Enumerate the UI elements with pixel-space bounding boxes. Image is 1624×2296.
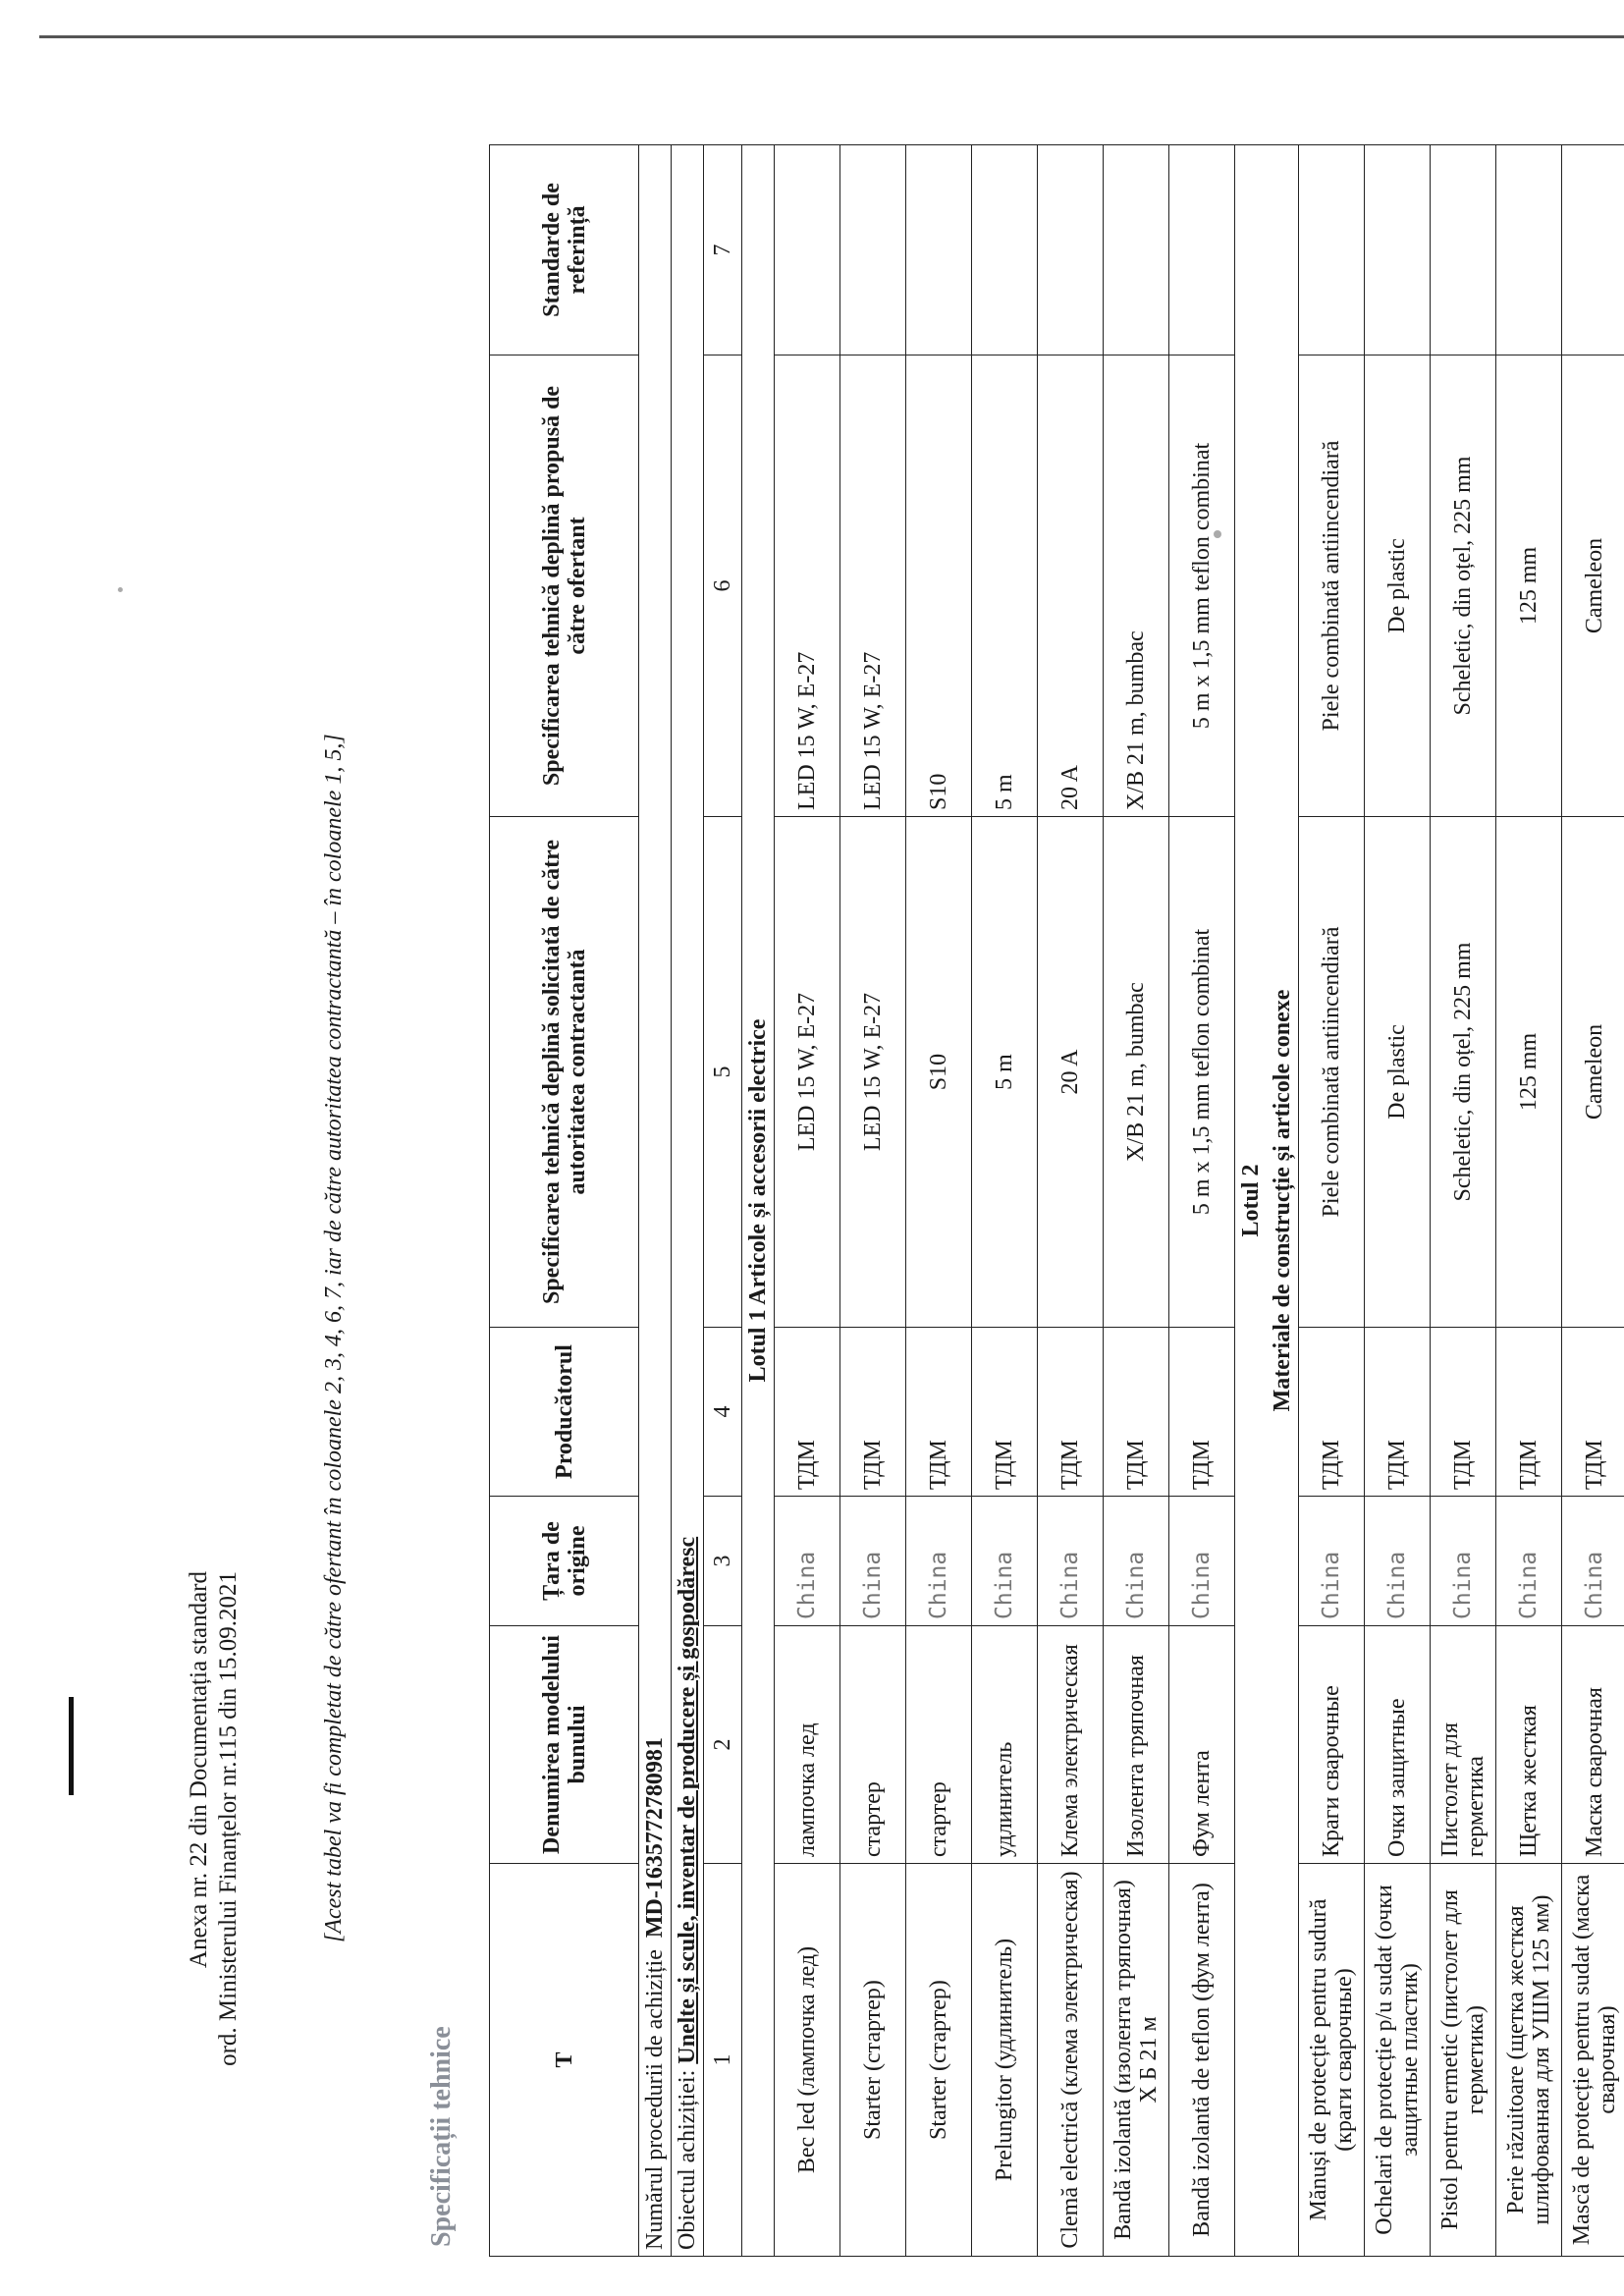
item-model: Очки защитные bbox=[1365, 1626, 1431, 1864]
table-row bbox=[972, 145, 1038, 2257]
item-model: лампочка лед bbox=[775, 1626, 840, 1864]
lot-2-subtitle: Materiale de construcție și articole conexe bbox=[1267, 145, 1299, 2257]
item-spec-required: 125 mm bbox=[1496, 817, 1562, 1328]
item-spec-required: LED 15 W, E-27 bbox=[775, 817, 840, 1328]
item-country: China bbox=[906, 1497, 972, 1626]
item-name: Prelungitor (удлинитель) bbox=[972, 1864, 1038, 2257]
annex-line-2: ord. Ministerului Finanțelor nr.115 din 15.09.2021 bbox=[215, 1571, 242, 2066]
item-country: China bbox=[1431, 1497, 1496, 1626]
item-producer: ТДМ bbox=[1562, 1328, 1624, 1497]
item-country: China bbox=[1496, 1497, 1562, 1626]
annex-line-1: Anexa nr. 22 din Documentația standard bbox=[186, 1571, 212, 1969]
lot-1-title: Lotul 1 Articole și accesorii electrice bbox=[742, 145, 775, 2257]
table-row bbox=[775, 145, 840, 2257]
item-spec-required: Piele combinată antiincendiară bbox=[1299, 817, 1365, 1328]
item-country: China bbox=[1038, 1497, 1104, 1626]
item-producer: ТДМ bbox=[1299, 1328, 1365, 1497]
col-header-2: Denumirea modelului bunului bbox=[490, 1626, 639, 1864]
col-number: 5 bbox=[704, 817, 742, 1328]
item-standard bbox=[1562, 145, 1624, 355]
item-name: Bec led (лампочка лед) bbox=[775, 1864, 840, 2257]
item-producer: ТДМ bbox=[1431, 1328, 1496, 1497]
item-standard bbox=[1431, 145, 1496, 355]
completion-note: [Acest tabel va fi completat de către ofertant în coloanele 2, 3, 4, 6, 7, iar de către autoritatea contractantă – în coloanele 1, 5,] bbox=[321, 734, 347, 1942]
item-standard bbox=[1169, 145, 1235, 355]
item-country: China bbox=[1299, 1497, 1365, 1626]
page-title: Specificații tehnice bbox=[426, 2026, 457, 2247]
item-name: Pistol pentru ermetic (пистолет для герметика) bbox=[1431, 1864, 1496, 2257]
col-number: 4 bbox=[704, 1328, 742, 1497]
table-row bbox=[1299, 145, 1365, 2257]
item-name: Perie răzuitoare (щетка жесткая шлифованная для УШМ 125 мм) bbox=[1496, 1864, 1562, 2257]
item-standard bbox=[775, 145, 840, 355]
item-producer: ТДМ bbox=[906, 1328, 972, 1497]
item-model: Щетка жесткая bbox=[1496, 1626, 1562, 1864]
item-spec-offered: De plastic bbox=[1365, 355, 1431, 817]
item-country: China bbox=[1169, 1497, 1235, 1626]
table-row bbox=[1104, 145, 1169, 2257]
item-model: Изолента тряпочная bbox=[1104, 1626, 1169, 1864]
item-spec-offered: Cameleon bbox=[1562, 355, 1624, 817]
col-header-3: Țara de origine bbox=[490, 1497, 639, 1626]
item-model: стартер bbox=[906, 1626, 972, 1864]
item-name: Mască de protecție pentru sudat (маска сварочная) bbox=[1562, 1864, 1624, 2257]
item-spec-offered: Piele combinată antiincendiară bbox=[1299, 355, 1365, 817]
col-number: 2 bbox=[704, 1626, 742, 1864]
col-header-6: Specificarea tehnică deplină propusă de către ofertant bbox=[490, 355, 639, 817]
item-standard bbox=[1365, 145, 1431, 355]
item-model: Клема электрическая bbox=[1038, 1626, 1104, 1864]
col-number: 1 bbox=[704, 1864, 742, 2257]
item-standard bbox=[840, 145, 906, 355]
item-producer: ТДМ bbox=[1104, 1328, 1169, 1497]
item-name: Bandă izolantă (изолента тряпочная) Х Б 21 м bbox=[1104, 1864, 1169, 2257]
item-spec-offered: X/B 21 m, bumbac bbox=[1104, 355, 1169, 817]
item-country: China bbox=[1104, 1497, 1169, 1626]
column-header-row bbox=[490, 145, 639, 2257]
item-producer: ТДМ bbox=[840, 1328, 906, 1497]
item-producer: ТДМ bbox=[1038, 1328, 1104, 1497]
table-row bbox=[1431, 145, 1496, 2257]
item-producer: ТДМ bbox=[1496, 1328, 1562, 1497]
item-name: Starter (стартер) bbox=[906, 1864, 972, 2257]
item-name: Starter (стартер) bbox=[840, 1864, 906, 2257]
item-standard bbox=[972, 145, 1038, 355]
item-spec-offered: LED 15 W, E-27 bbox=[775, 355, 840, 817]
item-spec-required: 20 A bbox=[1038, 817, 1104, 1328]
item-name: Mănuși de protecție pentru sudură (краги сварочные) bbox=[1299, 1864, 1365, 2257]
item-producer: ТДМ bbox=[1169, 1328, 1235, 1497]
procedure-number-label: Numărul procedurii de achiziție bbox=[642, 1949, 668, 2250]
item-name: Clemă electrică (клема электрическая) bbox=[1038, 1864, 1104, 2257]
item-standard bbox=[1299, 145, 1365, 355]
table-row bbox=[906, 145, 972, 2257]
table-row bbox=[1038, 145, 1104, 2257]
col-header-5: Specificarea tehnică deplină solicitată de către autoritatea contractantă bbox=[490, 817, 639, 1328]
item-name: Bandă izolantă de teflon (фум лента) bbox=[1169, 1864, 1235, 2257]
item-producer: ТДМ bbox=[1365, 1328, 1431, 1497]
item-country: China bbox=[1562, 1497, 1624, 1626]
col-header-7: Standarde de referință bbox=[490, 145, 639, 355]
item-country: China bbox=[840, 1497, 906, 1626]
item-spec-offered: 125 mm bbox=[1496, 355, 1562, 817]
item-producer: ТДМ bbox=[775, 1328, 840, 1497]
item-spec-offered: 20 A bbox=[1038, 355, 1104, 817]
item-spec-required: 5 m x 1,5 mm teflon combinat bbox=[1169, 817, 1235, 1328]
lot-2-rows bbox=[1299, 145, 1624, 2257]
table-row bbox=[1496, 145, 1562, 2257]
table-row bbox=[1562, 145, 1624, 2257]
lot-1-rows bbox=[775, 145, 1235, 2257]
item-spec-required: LED 15 W, E-27 bbox=[840, 817, 906, 1328]
table-row bbox=[1365, 145, 1431, 2257]
specifications-table bbox=[489, 144, 1624, 2257]
procurement-object-value: Unelte și scule, inventar de producere și gospodăresc bbox=[675, 1536, 700, 2064]
item-spec-required: X/B 21 m, bumbac bbox=[1104, 817, 1169, 1328]
item-model: Пистолет для герметика bbox=[1431, 1626, 1496, 1864]
item-spec-offered: 5 m bbox=[972, 355, 1038, 817]
procurement-object-label: Obiectul achiziției: bbox=[675, 2069, 700, 2250]
col-number: 7 bbox=[704, 145, 742, 355]
table-row bbox=[1169, 145, 1235, 2257]
procedure-number-value: MD-1635772780981 bbox=[642, 1737, 668, 1939]
col-number: 3 bbox=[704, 1497, 742, 1626]
procedure-number-cell bbox=[639, 145, 672, 2257]
item-producer: ТДМ bbox=[972, 1328, 1038, 1497]
specifications-table-wrapper bbox=[489, 145, 1624, 2257]
item-spec-required: Scheletic, din oțel, 225 mm bbox=[1431, 817, 1496, 1328]
item-spec-offered: LED 15 W, E-27 bbox=[840, 355, 906, 817]
col-header-4: Producătorul bbox=[490, 1328, 639, 1497]
item-standard bbox=[906, 145, 972, 355]
item-standard bbox=[1104, 145, 1169, 355]
item-name: Ochelari de protecție p/u sudat (очки защитные пластик) bbox=[1365, 1864, 1431, 2257]
item-standard bbox=[1496, 145, 1562, 355]
item-country: China bbox=[775, 1497, 840, 1626]
annex-header bbox=[185, 1571, 244, 2259]
item-spec-required: 5 m bbox=[972, 817, 1038, 1328]
item-country: China bbox=[1365, 1497, 1431, 1626]
column-number-row bbox=[704, 145, 742, 2257]
lot-2-title: Lotul 2 bbox=[1235, 145, 1268, 2257]
col-header-1: T bbox=[490, 1864, 639, 2257]
item-spec-offered: 5 m x 1,5 mm teflon combinat bbox=[1169, 355, 1235, 817]
item-spec-offered: S10 bbox=[906, 355, 972, 817]
item-model: Маска сварочная bbox=[1562, 1626, 1624, 1864]
table-row bbox=[840, 145, 906, 2257]
item-standard bbox=[1038, 145, 1104, 355]
item-country: China bbox=[972, 1497, 1038, 1626]
item-model: Фум лента bbox=[1169, 1626, 1235, 1864]
col-number: 6 bbox=[704, 355, 742, 817]
item-spec-required: De plastic bbox=[1365, 817, 1431, 1328]
item-model: Краги сварочные bbox=[1299, 1626, 1365, 1864]
item-spec-offered: Scheletic, din oțel, 225 mm bbox=[1431, 355, 1496, 817]
item-spec-required: S10 bbox=[906, 817, 972, 1328]
item-spec-required: Cameleon bbox=[1562, 817, 1624, 1328]
procurement-object-cell bbox=[672, 145, 704, 2257]
item-model: удлинитель bbox=[972, 1626, 1038, 1864]
item-model: стартер bbox=[840, 1626, 906, 1864]
